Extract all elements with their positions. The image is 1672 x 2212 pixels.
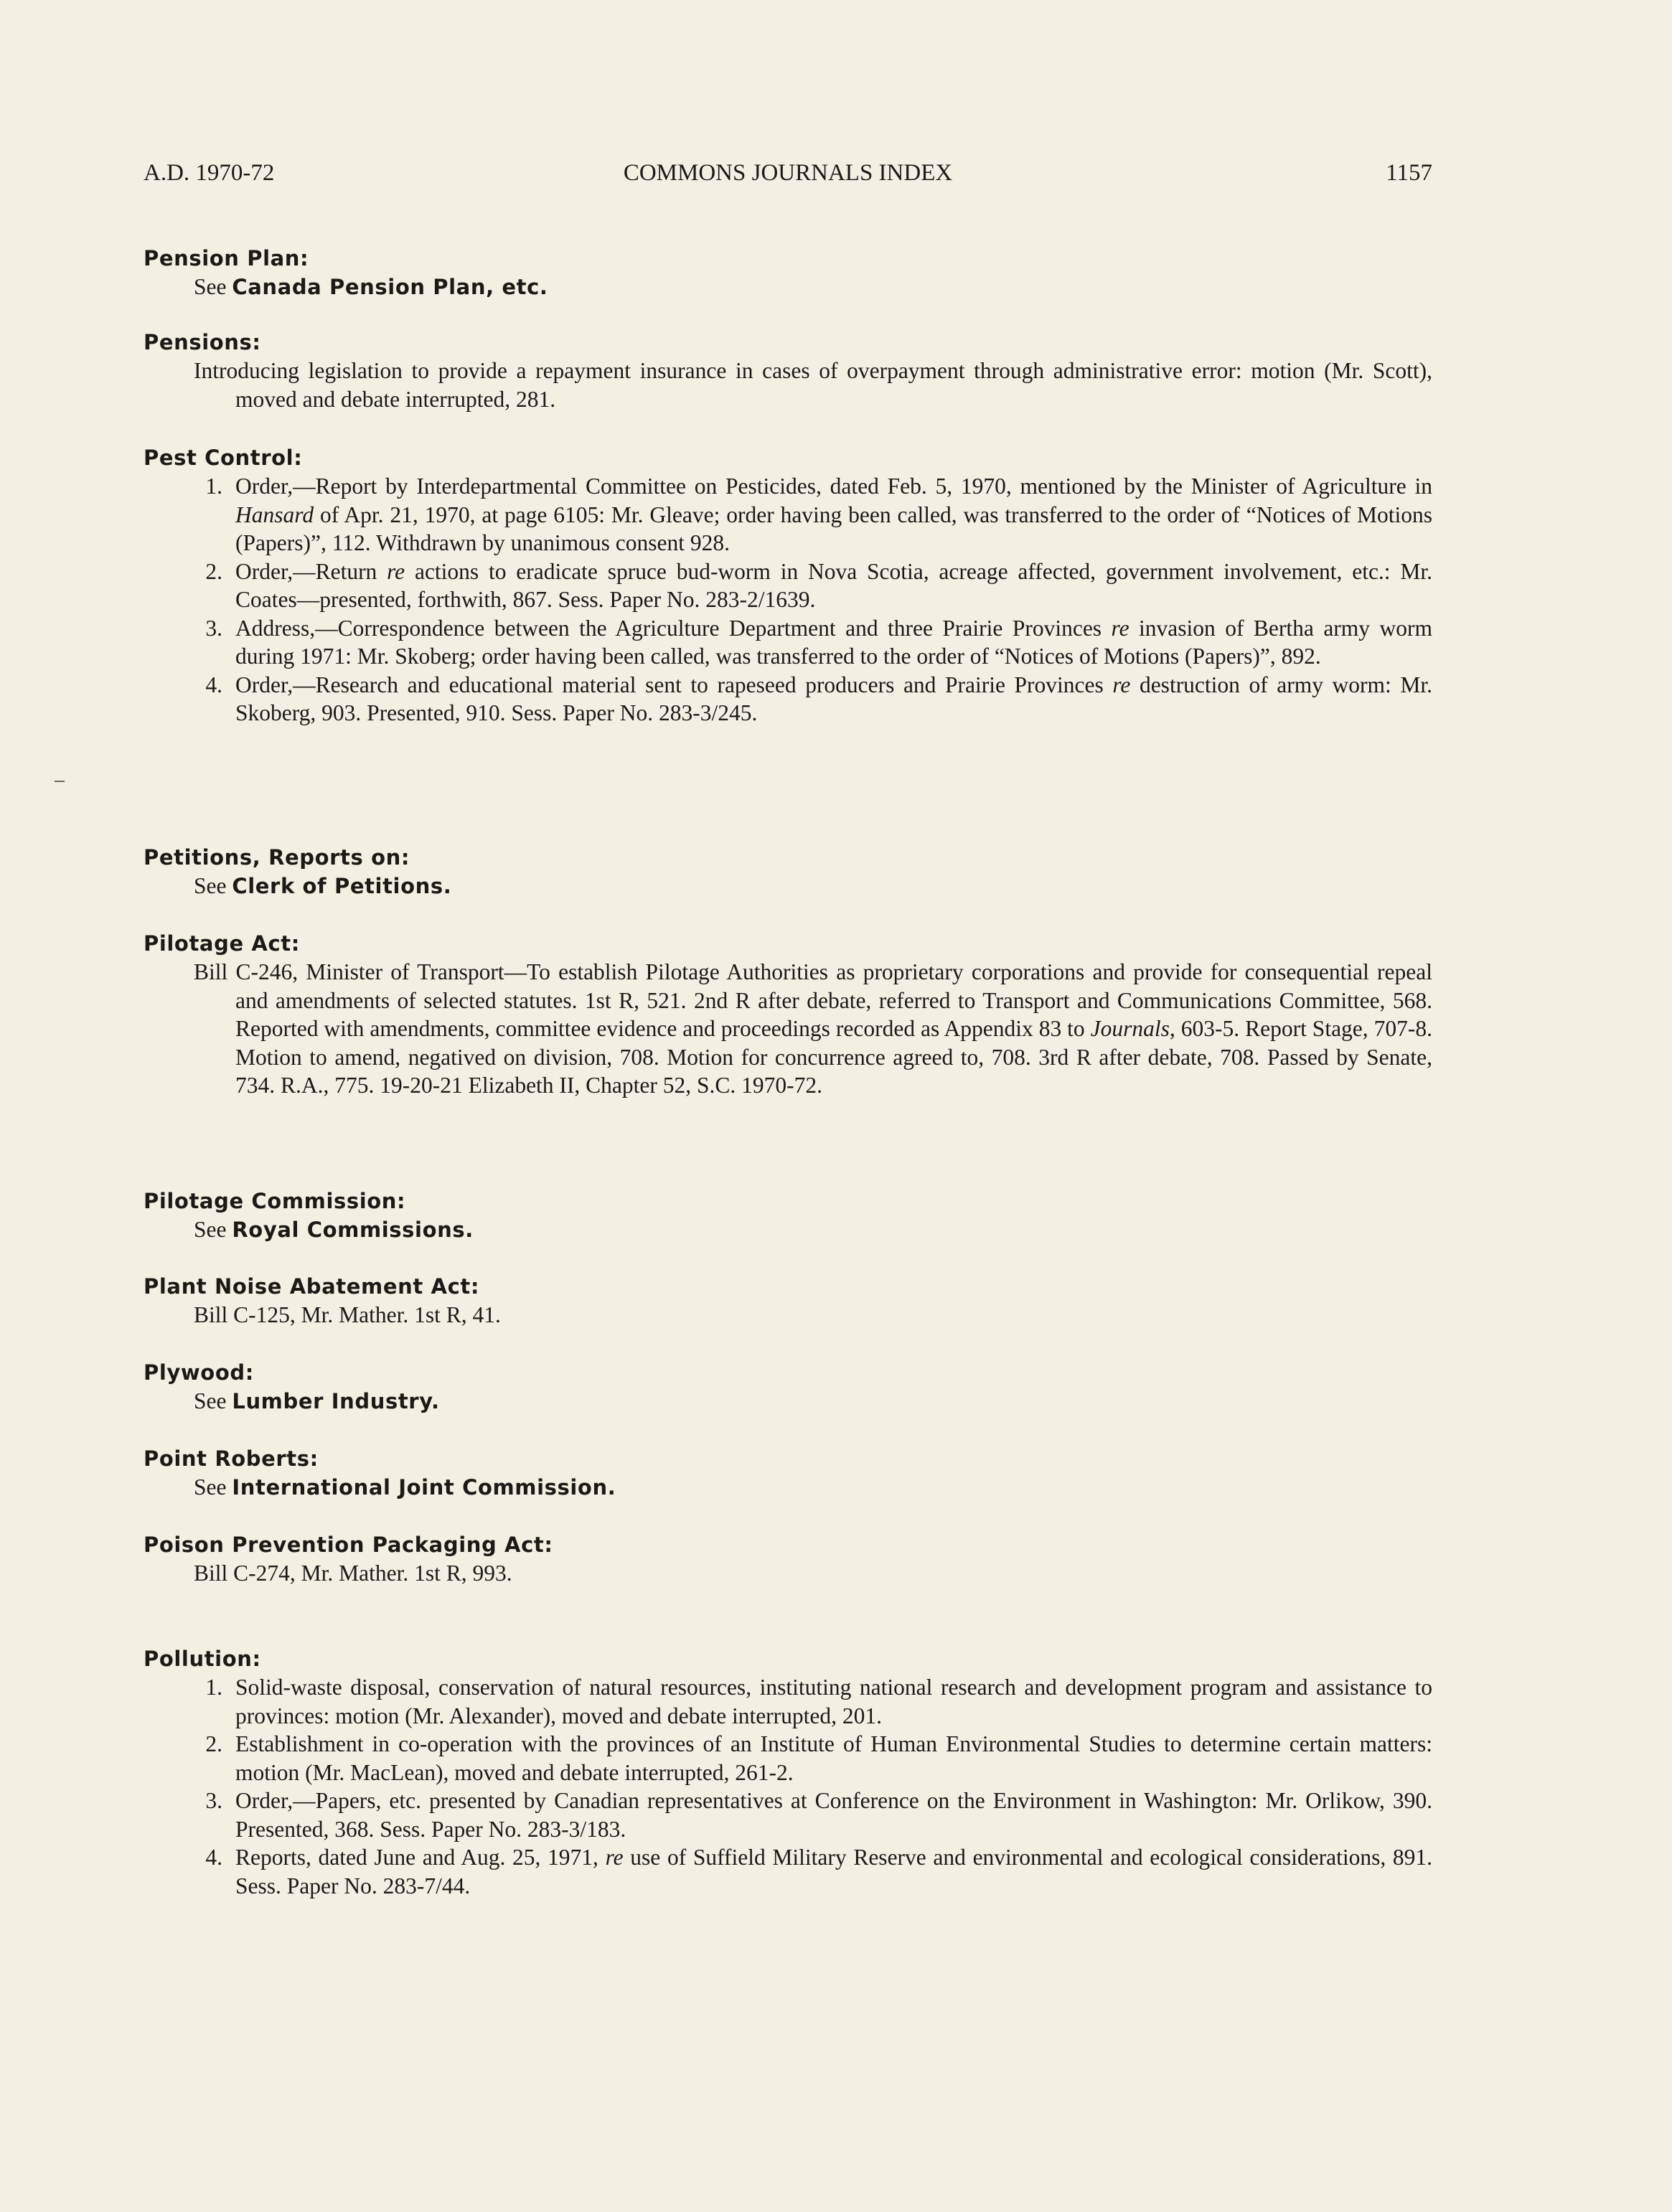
item-italic: re [605, 1845, 624, 1870]
item-text: Address,—Correspondence between the Agriculture Department and three Prairie Provinces [235, 615, 1112, 641]
running-header [144, 159, 1432, 189]
item-text: use of Suffield Military Reserve and environmental and ecological considerations, 891. Sess. Paper No. 283-7/44. [235, 1845, 1433, 1898]
item-text: Order,—Papers, etc. presented by Canadian representatives at Conference on the Environment in Washington: Mr. Orlikow, 390. Presented, 368. Sess. Paper No. 283-3/183. [235, 1788, 1432, 1842]
item-italic: re [387, 558, 405, 584]
entry-text-part: Bill C-246, Minister of Transport—To establish Pilotage Authorities as proprietary corporations and provide for consequential repeal and amendments of selected statutes. 1st R, 521. 2nd R after debate, referred to Transport and Communications Committee, 568. Reported with amendments, committee evidence and proceedings recorded as Appendix 83 to [194, 959, 1432, 1041]
entry-poison-prevention [144, 1530, 1432, 1588]
item-italic: Hansard [235, 502, 314, 527]
list-item [144, 671, 1432, 728]
entry-heading: Pilotage Act: [144, 931, 300, 956]
entry-heading: Pensions: [144, 330, 261, 354]
item-number: 2. [205, 1731, 222, 1756]
cross-reference [194, 872, 1432, 900]
entry-pollution [144, 1644, 1432, 1900]
margin-mark [55, 781, 65, 782]
item-text: of Apr. 21, 1970, at page 6105: Mr. Gleave; order having been called, was transferred to the order of “Notices of Motions (Papers)”, 112. Withdrawn by unanimous consent 928. [235, 502, 1432, 555]
item-list [144, 472, 1432, 728]
entry-heading: Pest Control: [144, 446, 303, 470]
entry-text [194, 958, 1432, 1100]
see-label: See [194, 1388, 233, 1413]
item-number: 4. [205, 1845, 222, 1870]
item-text: actions to eradicate spruce bud-worm in Nova Scotia, acreage affected, government involvement, etc.: Mr. Coates—presented, forthwith, 867. Sess. Paper No. 283-2/1639. [235, 558, 1432, 612]
entry-text: Bill C-125, Mr. Mather. 1st R, 41. [194, 1302, 501, 1327]
entry-text-part: , 603-5. Report Stage, 707-8. Motion to amend, negatived on division, 708. Motion for concurrence agreed to, 708. 3rd R after debate, 708. Passed by Senate, 734. R.A., 775. 19-20-21 Elizabeth II, Chapter 52, S.C. 1970-72. [235, 1016, 1432, 1098]
cross-reference-target: Lumber Industry. [232, 1389, 440, 1413]
item-text: Order,—Report by Interdepartmental Committee on Pesticides, dated Feb. 5, 1970, mentioned by the Minister of Agriculture in [235, 474, 1432, 499]
cross-reference [194, 1473, 1432, 1502]
cross-reference [194, 1215, 1432, 1244]
list-item [144, 1787, 1432, 1843]
list-item [144, 614, 1432, 671]
item-text: destruction of army worm: Mr. Skoberg, 903. Presented, 910. Sess. Paper No. 283-3/245. [235, 672, 1432, 725]
entry-petitions-reports [144, 843, 1432, 900]
entry-heading: Plywood: [144, 1360, 254, 1385]
item-number: 3. [205, 615, 222, 641]
item-number: 3. [205, 1788, 222, 1813]
page-number: 1157 [1386, 160, 1432, 186]
entry-pest-control [144, 443, 1432, 728]
item-text: Order,—Research and educational material sent to rapeseed producers and Prairie Provinces [235, 672, 1113, 697]
entry-heading: Plant Noise Abatement Act: [144, 1274, 480, 1299]
see-label: See [194, 1474, 233, 1500]
see-label: See [194, 873, 233, 898]
entry-text: Bill C-274, Mr. Mather. 1st R, 993. [194, 1561, 512, 1586]
item-text: invasion of Bertha army worm during 1971: Mr. Skoberg; order having been called, was transferred to the order of “Notices of Motions (Papers)”, 892. [235, 615, 1432, 669]
entry-plant-noise [144, 1272, 1432, 1329]
item-number: 4. [205, 672, 222, 697]
see-label: See [194, 274, 233, 299]
entry-heading: Pension Plan: [144, 246, 309, 270]
entry-pilotage-commission [144, 1187, 1432, 1244]
item-italic: re [1111, 615, 1129, 641]
entry-heading: Pilotage Commission: [144, 1189, 406, 1213]
entry-text: Introducing legislation to provide a repayment insurance in cases of overpayment through administrative error: motion (Mr. Scott), moved and debate interrupted, 281. [194, 358, 1432, 412]
item-number: 2. [205, 558, 222, 584]
item-text: Establishment in co-operation with the provinces of an Institute of Human Environmental Studies to determine certain matters: motion (Mr. MacLean), moved and debate interrupted, 261-2. [235, 1731, 1432, 1785]
cross-reference-target: Canada Pension Plan, etc. [232, 275, 548, 299]
cross-reference-target: International Joint Commission. [232, 1475, 616, 1500]
entry-heading: Point Roberts: [144, 1446, 319, 1471]
item-number: 1. [205, 474, 222, 499]
entry-pilotage-act [144, 929, 1432, 1100]
entry-heading: Petitions, Reports on: [144, 845, 410, 870]
item-text: Order,—Return [235, 558, 388, 584]
entry-pension-plan [144, 244, 1432, 301]
list-item [144, 1843, 1432, 1900]
list-item [144, 472, 1432, 557]
entry-plywood [144, 1358, 1432, 1416]
see-label: See [194, 1217, 233, 1242]
list-item [144, 1730, 1432, 1787]
entry-heading: Pollution: [144, 1647, 261, 1671]
item-italic: re [1112, 672, 1131, 697]
list-item [144, 557, 1432, 614]
cross-reference [194, 1387, 1432, 1416]
entry-pensions [144, 328, 1432, 413]
cross-reference-target: Royal Commissions. [232, 1218, 474, 1242]
entry-heading: Poison Prevention Packaging Act: [144, 1533, 553, 1557]
entry-point-roberts [144, 1444, 1432, 1502]
header-date-range: A.D. 1970-72 [144, 160, 275, 186]
item-text: Solid-waste disposal, conservation of natural resources, instituting national research and development program and assistance to provinces: motion (Mr. Alexander), moved and debate interrupted, 201. [235, 1675, 1432, 1728]
item-number: 1. [205, 1675, 222, 1700]
cross-reference-target: Clerk of Petitions. [232, 874, 452, 898]
item-list [144, 1673, 1432, 1900]
header-title: COMMONS JOURNALS INDEX [623, 160, 953, 186]
entry-italic: Journals [1090, 1016, 1170, 1041]
list-item [144, 1673, 1432, 1730]
item-text: Reports, dated June and Aug. 25, 1971, [235, 1845, 606, 1870]
cross-reference [194, 273, 1432, 301]
